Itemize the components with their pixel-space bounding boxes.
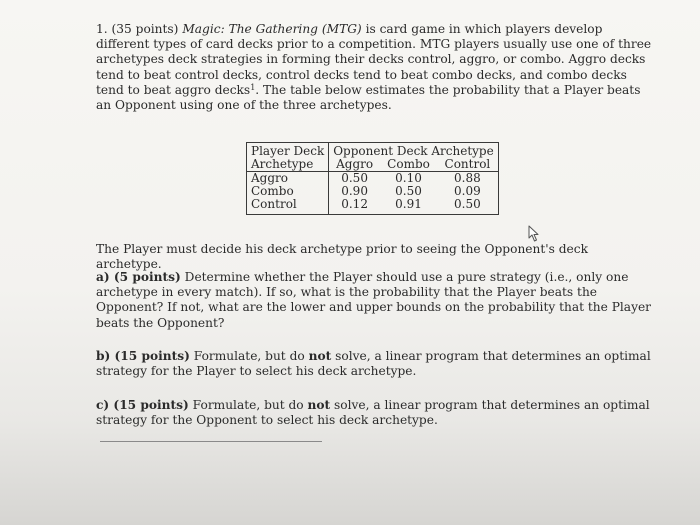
problem-intro [96, 22, 656, 113]
part-c-text-2: solve, a linear program that determines an optimal strategy for the Opponent to select his deck archetype. [96, 398, 650, 428]
part-a-label: a) (5 points) [96, 270, 181, 284]
player-header-line2: Archetype [247, 158, 329, 172]
row-label: Control [247, 198, 329, 215]
column-header-combo: Combo [380, 158, 437, 172]
part-c-not: not [307, 398, 331, 412]
intro-text-2: players usually use one of three archetypes deck strategies in forming their decks control, aggro, or combo. Aggro decks tend to beat control decks, control decks tend to beat combo decks, and combo decks tend to beat aggro decks [96, 37, 652, 97]
intro-text-1: is card game in which players develop different types of card decks prior to a competition. [96, 22, 603, 52]
probability-table-wrap [246, 142, 499, 215]
part-a [96, 270, 656, 331]
part-b [96, 349, 656, 379]
part-c-label: c) (15 points) [96, 398, 189, 412]
column-header-control: Control [437, 158, 498, 172]
table-cell: 0.88 [437, 172, 498, 186]
column-header-aggro: Aggro [329, 158, 380, 172]
part-c [96, 398, 656, 428]
probability-table [246, 142, 499, 215]
intro-text-3: . The table below estimates the probability that a Player beats an Opponent using one of the three archetypes. [96, 82, 641, 113]
row-label: Aggro [247, 172, 329, 186]
part-b-text-1: Formulate, but do [189, 349, 309, 363]
table-cell: 0.91 [380, 198, 437, 215]
player-header-line1: Player Deck [247, 143, 329, 159]
table-cell: 0.50 [395, 184, 422, 198]
part-b-text-2: solve, a linear program that determines an optimal strategy for the Player to select his deck archetype. [96, 349, 651, 379]
table-row [247, 172, 499, 186]
part-c-text-1: Formulate, but do [188, 398, 308, 412]
mtg-abbrev: MTG [419, 37, 451, 52]
part-a-text: Determine whether the Player should use a pure strategy (i.e., only one archetype in every match). If so, what is the probability that the Player beats the Opponent? If not, what are the lower and upper bounds on the probability that the Player beats the Opponent? [96, 270, 652, 330]
footnote-mark: 1 [250, 82, 256, 92]
part-b-label: b) (15 points) [96, 349, 190, 363]
game-title: Magic: The Gathering (MTG) [182, 22, 362, 36]
part-b-not: not [308, 349, 332, 363]
opponent-header: Opponent Deck Archetype [329, 143, 499, 159]
row-label: Combo [247, 185, 329, 198]
problem-number: 1. (35 points) [96, 22, 183, 36]
mouse-pointer-icon [526, 225, 540, 243]
table-cell: 0.09 [437, 185, 498, 198]
pencil-underline [100, 441, 322, 442]
decide-statement: The Player must decide his deck archetype prior to seeing the Opponent's deck archetype. [96, 242, 588, 272]
table-cell: 0.50 [341, 171, 368, 185]
table-row [247, 198, 499, 215]
table-cell: 0.10 [395, 171, 422, 185]
table-cell: 0.90 [341, 184, 368, 198]
table-cell: 0.12 [329, 198, 380, 215]
table-cell: 0.50 [437, 198, 498, 215]
